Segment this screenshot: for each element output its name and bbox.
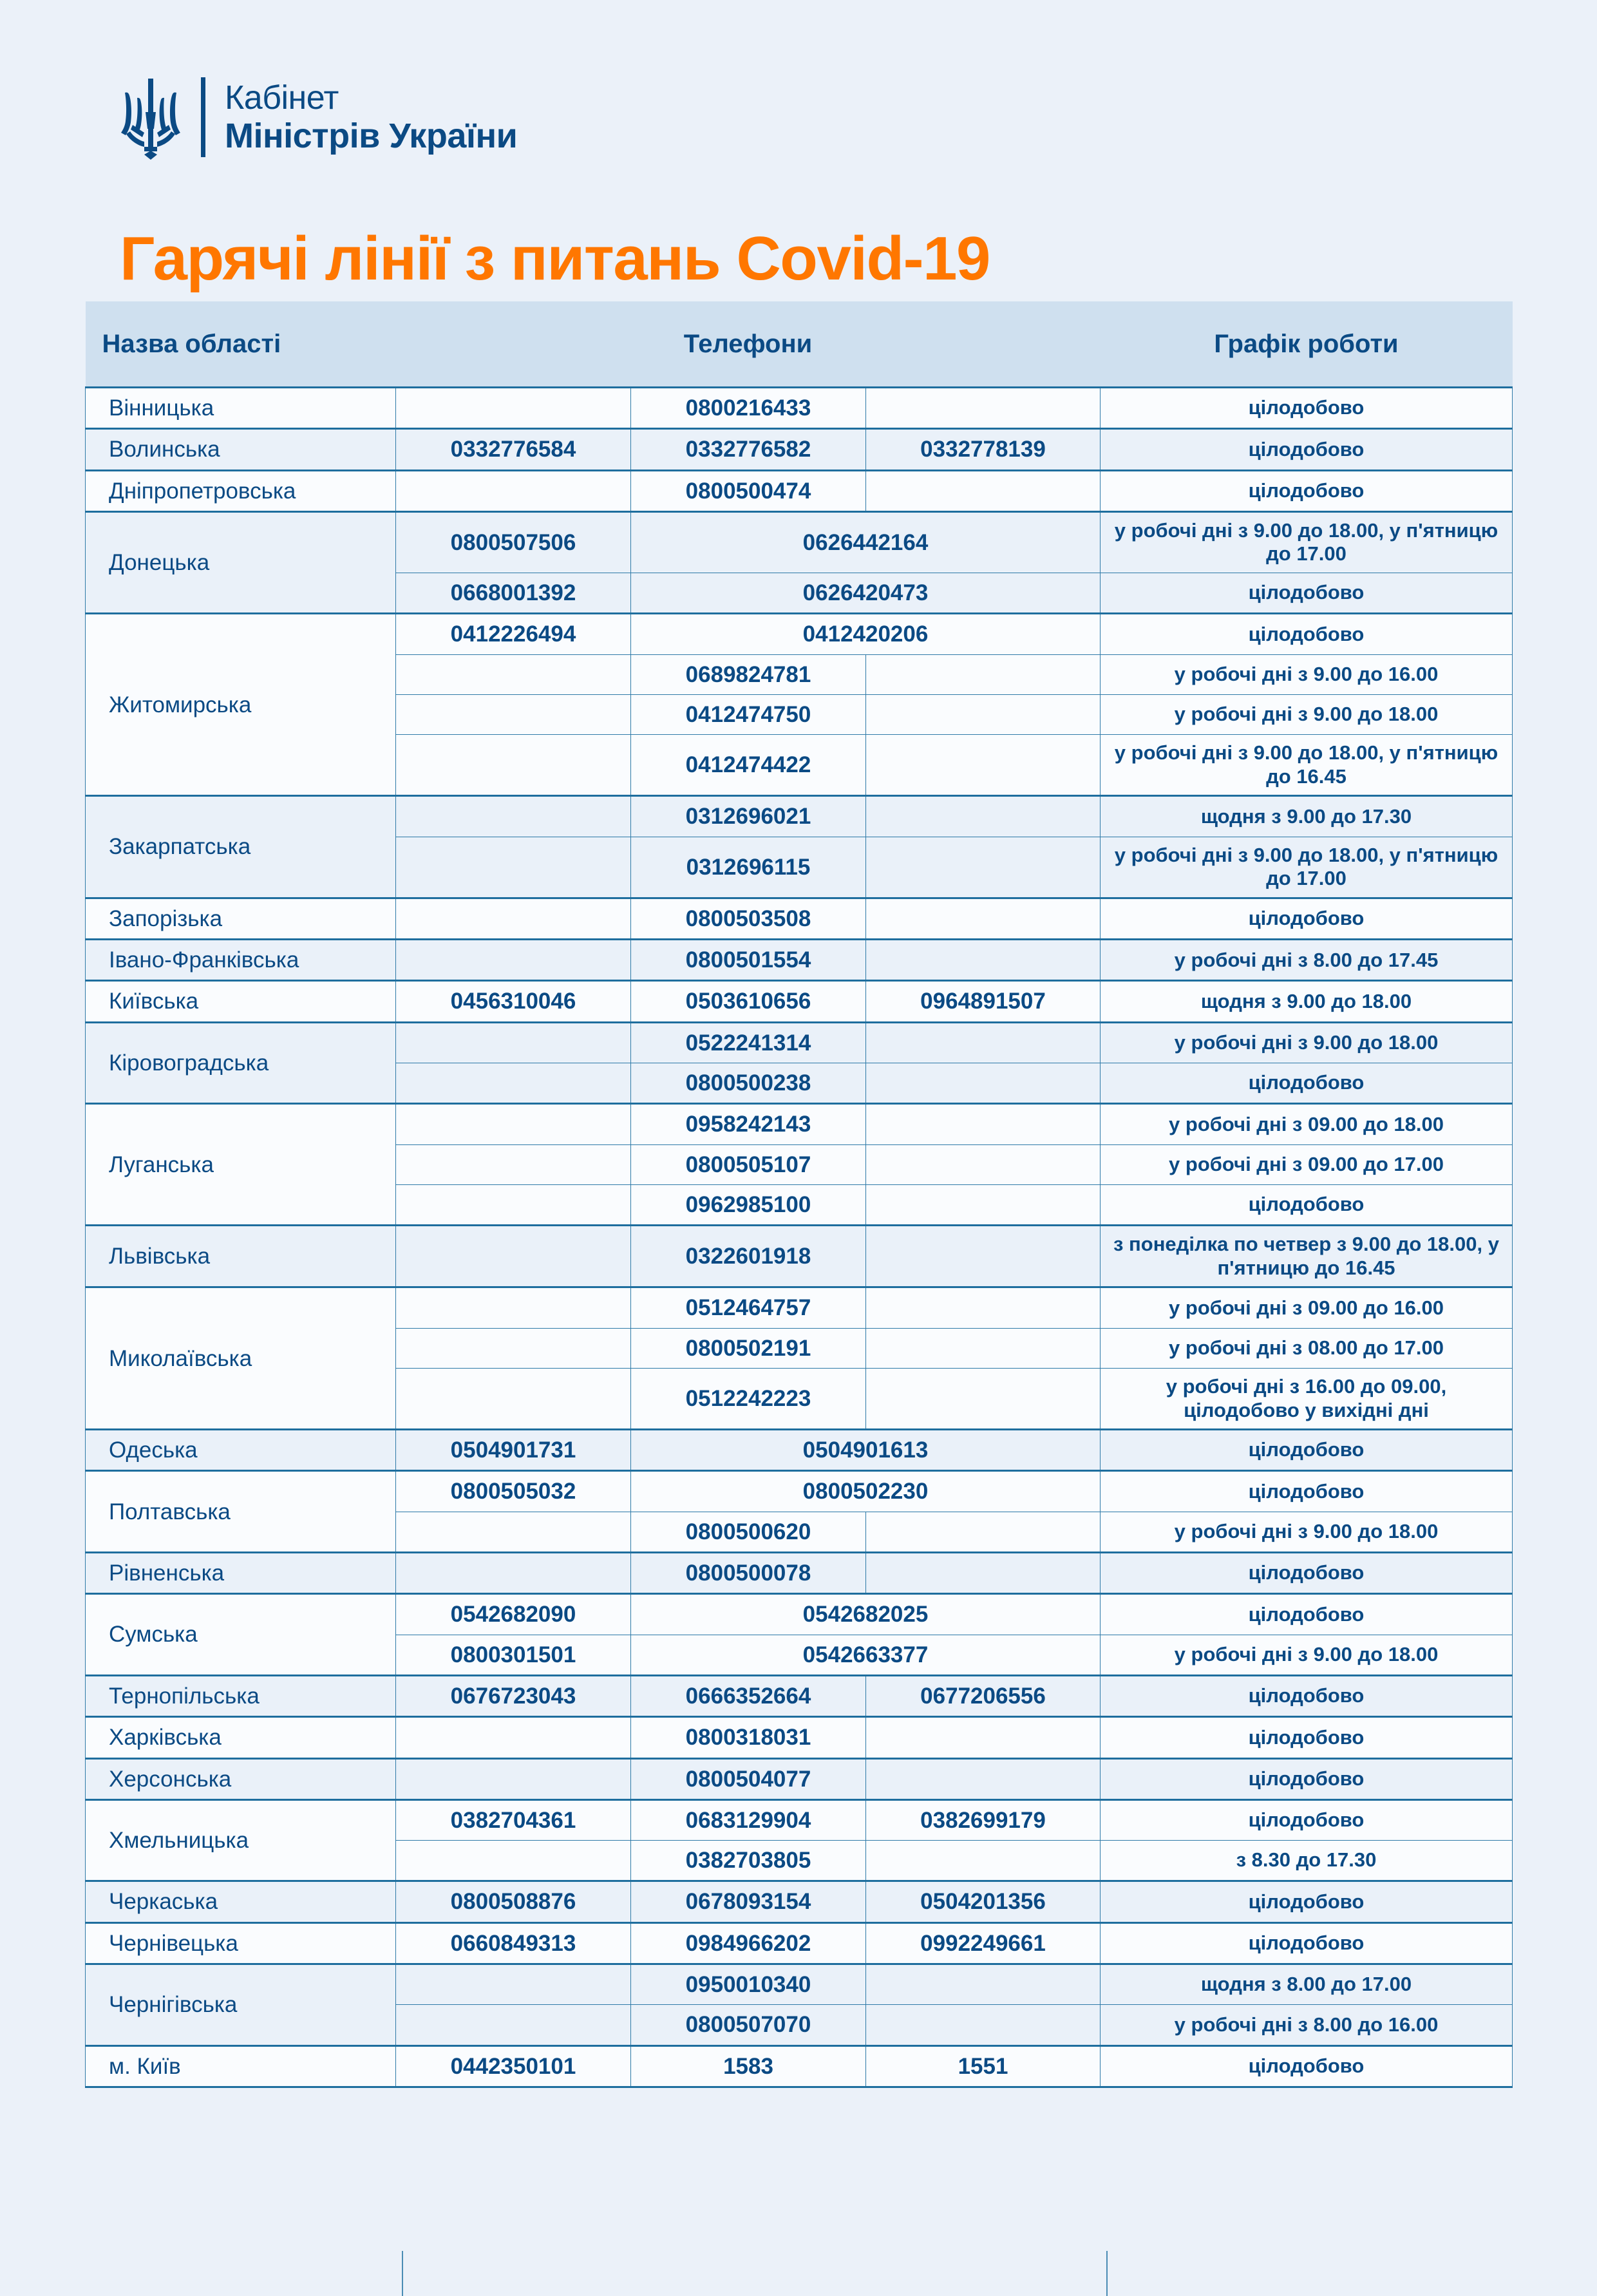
cabinet-of-ministers-brand [120,75,517,160]
empty-phone-cell [396,1226,631,1287]
empty-phone-cell [396,1328,631,1368]
phone-number-cell[interactable]: 0503610656 [631,981,866,1022]
hotlines-table-wrapper [85,301,1512,2088]
empty-phone-cell [866,735,1101,796]
phone-number-cell[interactable]: 0512242223 [631,1368,866,1429]
region-name-cell: м. Київ [86,2045,396,2087]
region-name-cell: Одеська [86,1430,396,1471]
empty-phone-cell [866,1758,1101,1799]
schedule-cell: цілодобово [1101,573,1513,614]
phone-number-cell[interactable]: 0504201356 [866,1881,1101,1922]
table-row [86,1594,1513,1635]
empty-phone-cell [866,940,1101,981]
empty-phone-cell [866,1717,1101,1758]
phone-number-cell[interactable]: 0962985100 [631,1184,866,1225]
phone-number-cell[interactable]: 0683129904 [631,1799,866,1840]
phone-number-cell[interactable]: 0382704361 [396,1799,631,1840]
phone-number-cell[interactable]: 0800216433 [631,388,866,429]
region-name-cell: Запорізька [86,898,396,939]
empty-phone-cell [396,1144,631,1184]
schedule-cell: цілодобово [1101,1881,1513,1922]
phone-number-cell[interactable]: 0800500078 [631,1553,866,1594]
phone-number-cell[interactable]: 0382699179 [866,1799,1101,1840]
phone-number-cell[interactable]: 0626420473 [631,573,1101,614]
schedule-cell: цілодобово [1101,1675,1513,1716]
schedule-cell: у робочі дні з 8.00 до 16.00 [1101,2005,1513,2045]
empty-phone-cell [866,1964,1101,2004]
table-row [86,1922,1513,1964]
footer-column-divider-stub [402,2251,403,2296]
schedule-cell: у робочі дні з 16.00 до 09.00, цілодобово у вихідні дні [1101,1368,1513,1429]
empty-phone-cell [396,1368,631,1429]
table-row [86,1758,1513,1799]
phone-number-cell[interactable]: 0626442164 [631,511,1101,573]
phone-number-cell[interactable]: 0958242143 [631,1104,866,1144]
phone-number-cell[interactable]: 0666352664 [631,1675,866,1716]
region-name-cell: Донецька [86,511,396,613]
empty-phone-cell [396,1287,631,1328]
schedule-cell: у робочі дні з 9.00 до 18.00 [1101,694,1513,734]
schedule-cell: цілодобово [1101,2045,1513,2087]
table-row [86,614,1513,654]
phone-number-cell[interactable]: 0322601918 [631,1226,866,1287]
phone-number-cell[interactable]: 0677206556 [866,1675,1101,1716]
schedule-cell: у робочі дні з 9.00 до 18.00, у п'ятницю до 16.45 [1101,735,1513,796]
empty-phone-cell [866,654,1101,694]
footer-column-divider-stub [1106,2251,1108,2296]
table-header [86,301,1513,388]
empty-phone-cell [396,1964,631,2004]
region-name-cell: Житомирська [86,614,396,796]
table-row [86,981,1513,1022]
table-row [86,511,1513,573]
schedule-cell: у робочі дні з 9.00 до 16.00 [1101,654,1513,694]
phone-number-cell[interactable]: 0542663377 [631,1635,1101,1675]
region-name-cell: Луганська [86,1104,396,1226]
table-row [86,1675,1513,1716]
schedule-cell: цілодобово [1101,1758,1513,1799]
phone-number-cell[interactable]: 0382703805 [631,1841,866,1881]
table-row [86,1881,1513,1922]
phone-number-cell[interactable]: 0800500620 [631,1512,866,1552]
schedule-cell: з понеділка по четвер з 9.00 до 18.00, у п'ятницю до 16.45 [1101,1226,1513,1287]
phone-number-cell[interactable]: 0800505032 [396,1471,631,1512]
region-name-cell: Рівненська [86,1553,396,1594]
empty-phone-cell [396,1512,631,1552]
empty-phone-cell [396,898,631,939]
phone-number-cell[interactable]: 0312696021 [631,796,866,837]
schedule-cell: цілодобово [1101,1594,1513,1635]
phone-number-cell[interactable]: 0412420206 [631,614,1101,654]
region-name-cell: Чернівецька [86,1922,396,1964]
phone-number-cell[interactable]: 0412226494 [396,614,631,654]
table-row [86,1287,1513,1328]
table-row [86,2045,1513,2087]
region-name-cell: Харківська [86,1717,396,1758]
empty-phone-cell [396,735,631,796]
region-name-cell: Хмельницька [86,1799,396,1881]
phone-number-cell[interactable]: 0312696115 [631,837,866,898]
phone-number-cell[interactable]: 0332776584 [396,429,631,470]
schedule-cell: щодня з 9.00 до 18.00 [1101,981,1513,1022]
empty-phone-cell [866,837,1101,898]
phone-number-cell[interactable]: 0676723043 [396,1675,631,1716]
phone-number-cell[interactable]: 0800507070 [631,2005,866,2045]
empty-phone-cell [866,1104,1101,1144]
phone-number-cell[interactable]: 0800318031 [631,1717,866,1758]
region-name-cell: Київська [86,981,396,1022]
schedule-cell: у робочі дні з 09.00 до 18.00 [1101,1104,1513,1144]
phone-number-cell[interactable]: 0800508876 [396,1881,631,1922]
empty-phone-cell [396,470,631,511]
schedule-cell: у робочі дні з 8.00 до 17.45 [1101,940,1513,981]
empty-phone-cell [396,1841,631,1881]
table-row [86,1553,1513,1594]
phone-number-cell[interactable]: 0332776582 [631,429,866,470]
table-row [86,898,1513,939]
region-name-cell: Вінницька [86,388,396,429]
phone-number-cell[interactable]: 1583 [631,2045,866,2087]
region-name-cell: Волинська [86,429,396,470]
schedule-cell: цілодобово [1101,470,1513,511]
phone-number-cell[interactable]: 0504901731 [396,1430,631,1471]
phone-number-cell[interactable]: 0800503508 [631,898,866,939]
region-name-cell: Закарпатська [86,796,396,898]
empty-phone-cell [866,1841,1101,1881]
empty-phone-cell [866,2005,1101,2045]
region-name-cell: Черкаська [86,1881,396,1922]
empty-phone-cell [866,694,1101,734]
phone-number-cell[interactable]: 0442350101 [396,2045,631,2087]
schedule-cell: у робочі дні з 09.00 до 16.00 [1101,1287,1513,1328]
empty-phone-cell [396,388,631,429]
region-name-cell: Дніпропетровська [86,470,396,511]
column-header-schedule: Графік роботи [1101,301,1513,388]
phone-number-cell[interactable]: 0964891507 [866,981,1101,1022]
table-row [86,1717,1513,1758]
schedule-cell: цілодобово [1101,1717,1513,1758]
table-row [86,470,1513,511]
phone-number-cell[interactable]: 0504901613 [631,1430,1101,1471]
empty-phone-cell [396,1553,631,1594]
phone-number-cell[interactable]: 0678093154 [631,1881,866,1922]
brand-text [225,81,517,153]
phone-number-cell[interactable]: 0332778139 [866,429,1101,470]
schedule-cell: щодня з 8.00 до 17.00 [1101,1964,1513,2004]
empty-phone-cell [866,1022,1101,1063]
empty-phone-cell [866,898,1101,939]
phone-number-cell[interactable]: 1551 [866,2045,1101,2087]
empty-phone-cell [866,1226,1101,1287]
empty-phone-cell [396,654,631,694]
column-header-phones: Телефони [396,301,1101,388]
phone-number-cell[interactable]: 0800505107 [631,1144,866,1184]
schedule-cell: у робочі дні з 9.00 до 18.00 [1101,1635,1513,1675]
region-name-cell: Полтавська [86,1471,396,1553]
region-name-cell: Чернігівська [86,1964,396,2045]
empty-phone-cell [866,470,1101,511]
empty-phone-cell [396,1022,631,1063]
schedule-cell: цілодобово [1101,1922,1513,1964]
empty-phone-cell [866,1512,1101,1552]
schedule-cell: щодня з 9.00 до 17.30 [1101,796,1513,837]
hotlines-table [85,301,1513,2088]
phone-number-cell[interactable]: 0984966202 [631,1922,866,1964]
table-row [86,1022,1513,1063]
region-name-cell: Івано-Франківська [86,940,396,981]
region-name-cell: Сумська [86,1594,396,1676]
phone-number-cell[interactable]: 0800500474 [631,470,866,511]
empty-phone-cell [396,1184,631,1225]
phone-number-cell[interactable]: 0512464757 [631,1287,866,1328]
empty-phone-cell [866,796,1101,837]
schedule-cell: цілодобово [1101,614,1513,654]
table-header-row [86,301,1513,388]
schedule-cell: цілодобово [1101,1430,1513,1471]
phone-number-cell[interactable]: 0800501554 [631,940,866,981]
table-row [86,1430,1513,1471]
empty-phone-cell [866,1184,1101,1225]
schedule-cell: цілодобово [1101,388,1513,429]
table-row [86,388,1513,429]
phone-number-cell[interactable]: 0800502230 [631,1471,1101,1512]
phone-number-cell[interactable]: 0522241314 [631,1022,866,1063]
table-body [86,388,1513,2087]
table-row [86,940,1513,981]
phone-number-cell[interactable]: 0800504077 [631,1758,866,1799]
brand-line-2: Міністрів України [225,117,518,155]
phone-number-cell[interactable]: 0800301501 [396,1635,631,1675]
phone-number-cell[interactable]: 0689824781 [631,654,866,694]
ukraine-trident-emblem-icon [120,75,182,160]
region-name-cell: Миколаївська [86,1287,396,1430]
region-name-cell: Херсонська [86,1758,396,1799]
schedule-cell: у робочі дні з 9.00 до 18.00, у п'ятницю до 17.00 [1101,837,1513,898]
empty-phone-cell [866,388,1101,429]
table-row [86,429,1513,470]
empty-phone-cell [396,2005,631,2045]
region-name-cell: Львівська [86,1226,396,1287]
schedule-cell: цілодобово [1101,898,1513,939]
schedule-cell: з 8.30 до 17.30 [1101,1841,1513,1881]
empty-phone-cell [396,1758,631,1799]
phone-number-cell[interactable]: 0412474422 [631,735,866,796]
brand-line-1: Кабінет [225,79,339,117]
empty-phone-cell [396,1104,631,1144]
brand-divider [201,77,205,157]
table-row [86,1226,1513,1287]
page-title: Гарячі лінії з питань Covid-19 [120,224,990,294]
empty-phone-cell [396,837,631,898]
table-row [86,1104,1513,1144]
phone-number-cell[interactable]: 0668001392 [396,573,631,614]
empty-phone-cell [396,796,631,837]
phone-number-cell[interactable]: 0542682025 [631,1594,1101,1635]
phone-number-cell[interactable]: 0800500238 [631,1063,866,1104]
table-row [86,1964,1513,2004]
empty-phone-cell [396,694,631,734]
phone-number-cell[interactable]: 0660849313 [396,1922,631,1964]
column-header-region: Назва області [86,301,396,388]
table-row [86,796,1513,837]
schedule-cell: у робочі дні з 08.00 до 17.00 [1101,1328,1513,1368]
region-name-cell: Тернопільська [86,1675,396,1716]
empty-phone-cell [866,1144,1101,1184]
empty-phone-cell [866,1553,1101,1594]
schedule-cell: у робочі дні з 9.00 до 18.00, у п'ятницю до 17.00 [1101,511,1513,573]
schedule-cell: цілодобово [1101,1471,1513,1512]
empty-phone-cell [396,1717,631,1758]
table-row [86,1471,1513,1512]
schedule-cell: цілодобово [1101,1063,1513,1104]
empty-phone-cell [866,1063,1101,1104]
schedule-cell: цілодобово [1101,1184,1513,1225]
schedule-cell: цілодобово [1101,429,1513,470]
empty-phone-cell [396,940,631,981]
schedule-cell: у робочі дні з 9.00 до 18.00 [1101,1022,1513,1063]
schedule-cell: цілодобово [1101,1799,1513,1840]
schedule-cell: у робочі дні з 9.00 до 18.00 [1101,1512,1513,1552]
schedule-cell: у робочі дні з 09.00 до 17.00 [1101,1144,1513,1184]
empty-phone-cell [866,1287,1101,1328]
phone-number-cell[interactable]: 0950010340 [631,1964,866,2004]
table-row [86,1799,1513,1840]
phone-number-cell[interactable]: 0800502191 [631,1328,866,1368]
phone-number-cell[interactable]: 0412474750 [631,694,866,734]
region-name-cell: Кіровоградська [86,1022,396,1104]
phone-number-cell[interactable]: 0992249661 [866,1922,1101,1964]
phone-number-cell[interactable]: 0800507506 [396,511,631,573]
schedule-cell: цілодобово [1101,1553,1513,1594]
phone-number-cell[interactable]: 0542682090 [396,1594,631,1635]
empty-phone-cell [866,1328,1101,1368]
phone-number-cell[interactable]: 0456310046 [396,981,631,1022]
empty-phone-cell [396,1063,631,1104]
empty-phone-cell [866,1368,1101,1429]
